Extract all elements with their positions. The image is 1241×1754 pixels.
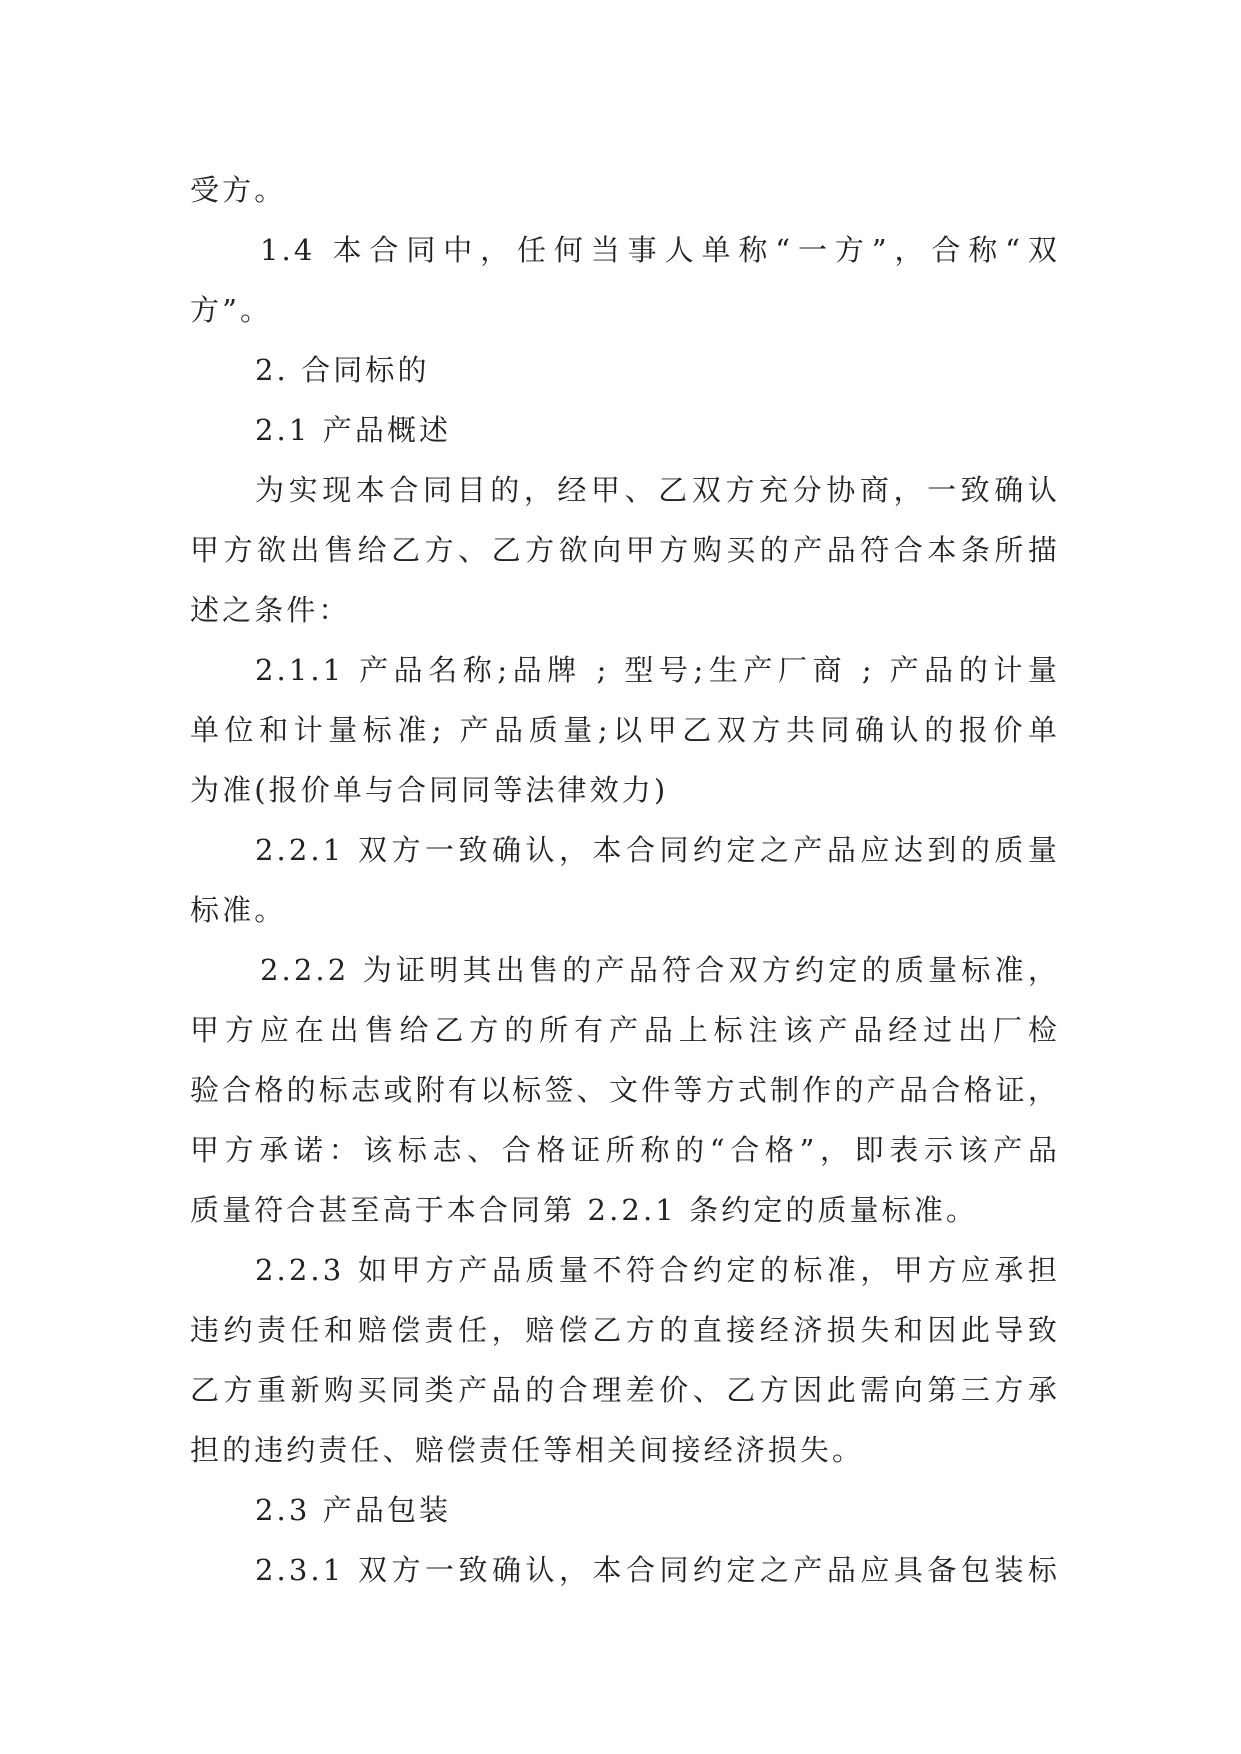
paragraph-line: 受方。 bbox=[190, 173, 287, 207]
paragraph-line: 违约责任和赔偿责任，赔偿乙方的直接经济损失和因此导致 bbox=[190, 1313, 1060, 1347]
paragraph-line: 2.2.1 双方一致确认，本合同约定之产品应达到的质量 bbox=[255, 833, 1060, 867]
section-heading: 2.1 产品概述 bbox=[255, 413, 452, 447]
section-heading: 2.3 产品包装 bbox=[255, 1493, 452, 1527]
paragraph-line: 2.3.1 双方一致确认，本合同约定之产品应具备包装标 bbox=[255, 1553, 1060, 1587]
paragraph-line: 2.1.1 产品名称;品牌 ; 型号;生产厂商 ; 产品的计量 bbox=[255, 653, 1060, 687]
paragraph-line: 方”。 bbox=[190, 293, 273, 327]
paragraph-line: 1.4 本合同中，任何当事人单称“一方”，合称“双 bbox=[260, 233, 1060, 267]
paragraph-line: 2.2.3 如甲方产品质量不符合约定的标准，甲方应承担 bbox=[255, 1253, 1060, 1287]
paragraph-line: 质量符合甚至高于本合同第 2.2.1 条约定的质量标准。 bbox=[190, 1193, 979, 1227]
paragraph-line: 为准(报价单与合同同等法律效力) bbox=[190, 773, 669, 807]
paragraph-line: 乙方重新购买同类产品的合理差价、乙方因此需向第三方承 bbox=[190, 1373, 1060, 1407]
paragraph-line: 2.2.2 为证明其出售的产品符合双方约定的质量标准， bbox=[260, 953, 1060, 987]
paragraph-line: 甲方欲出售给乙方、乙方欲向甲方购买的产品符合本条所描 bbox=[190, 533, 1060, 567]
paragraph-line: 担的违约责任、赔偿责任等相关间接经济损失。 bbox=[190, 1433, 865, 1467]
paragraph-line: 标准。 bbox=[190, 893, 287, 927]
document-body bbox=[190, 160, 1060, 1600]
paragraph-line: 验合格的标志或附有以标签、文件等方式制作的产品合格证， bbox=[190, 1073, 1060, 1107]
paragraph-line: 单位和计量标准; 产品质量;以甲乙双方共同确认的报价单 bbox=[190, 713, 1060, 747]
paragraph-line: 为实现本合同目的，经甲、乙双方充分协商，一致确认 bbox=[255, 473, 1060, 507]
paragraph-line: 甲方承诺：该标志、合格证所称的“合格”，即表示该产品 bbox=[190, 1133, 1060, 1167]
section-heading: 2. 合同标的 bbox=[255, 353, 430, 387]
paragraph-line: 甲方应在出售给乙方的所有产品上标注该产品经过出厂检 bbox=[190, 1013, 1060, 1047]
paragraph-line: 述之条件： bbox=[190, 593, 351, 627]
